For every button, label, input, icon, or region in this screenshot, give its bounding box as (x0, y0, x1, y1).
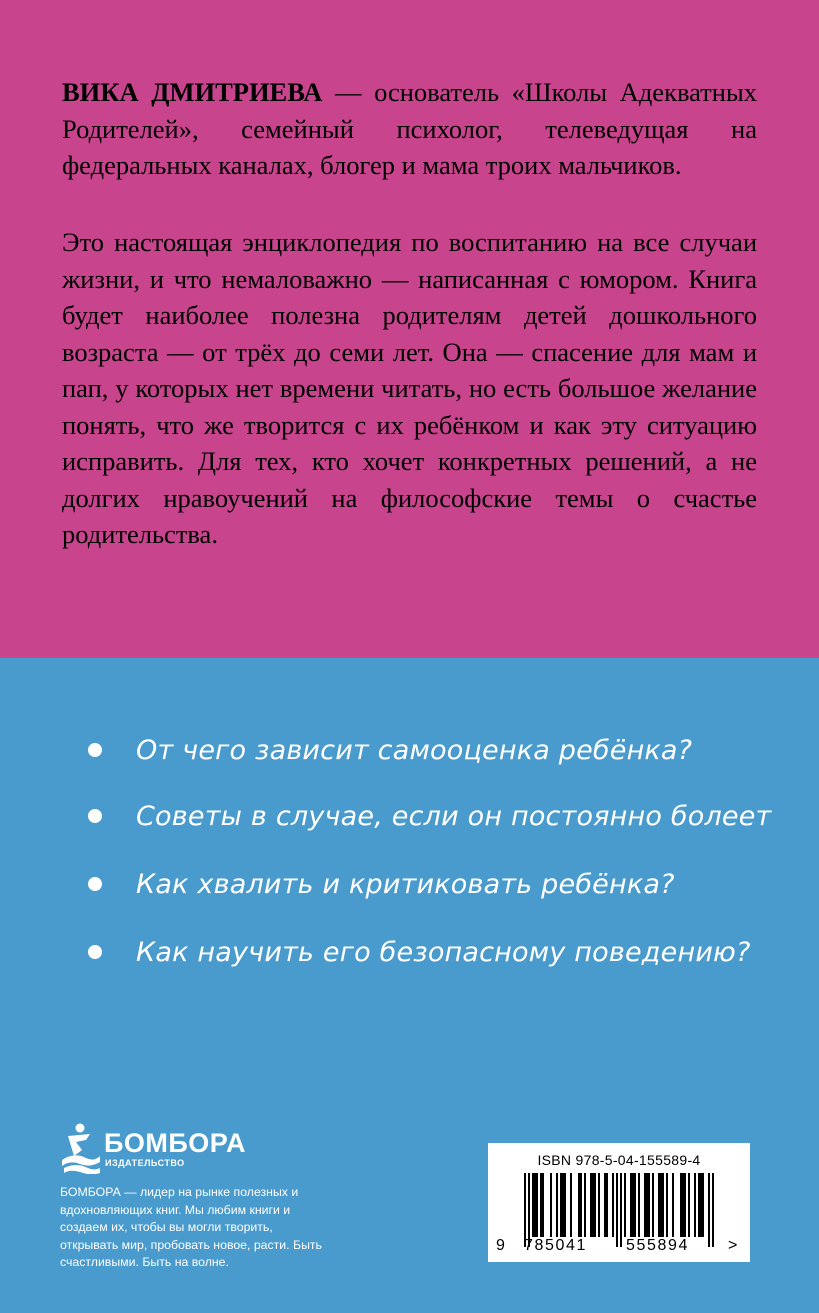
barcode-bar (708, 1173, 710, 1247)
bullet-dot-icon (88, 945, 102, 959)
barcode-bar (560, 1173, 562, 1237)
barcode-bar (632, 1173, 634, 1237)
book-description: Это настоящая энциклопедия по воспитанию на все случаи жизни, и что немаловажно — написанная с юмором. Книга будет наиболее полезна родителям детей дошкольного возраста — от трёх до семи лет. Она — спасение для мам и пап, у которых нет времени читать, но есть большое желание понять, что же творится с их ребёнком и как эту ситуацию исправить. Для тех, кто хочет конкретных решений, а не долгих нравоучений на философские темы о счастье родительства. (62, 227, 757, 549)
barcode-bar (682, 1173, 684, 1237)
barcode-bar (638, 1173, 640, 1237)
barcode-bar (680, 1173, 682, 1237)
barcode-bar (660, 1173, 662, 1237)
barcode-bar (630, 1173, 632, 1237)
barcode-bar (620, 1173, 622, 1247)
barcode-bar (624, 1173, 626, 1237)
author-bio: — основатель «Школы Адекватных Родителей», семейный психолог, телеведущая на федеральных каналах, блогер и мама троих мальчиков. (62, 77, 758, 180)
barcode-bar (658, 1173, 660, 1237)
barcode-bar (584, 1173, 586, 1237)
barcode-bar (666, 1173, 668, 1237)
barcode-bar (698, 1173, 700, 1237)
publisher-name: БОМБОРА (104, 1128, 246, 1158)
author-name: ВИКА ДМИТРИЕВА (62, 77, 323, 107)
barcode-digits-right: 555894 (626, 1237, 689, 1254)
barcode-bar (646, 1173, 648, 1237)
barcode-bar (592, 1173, 594, 1237)
barcode-bar (580, 1173, 582, 1237)
bullet-text: Как хвалить и критиковать ребёнка? (136, 868, 675, 900)
isbn-barcode (488, 1143, 750, 1262)
bullet-dot-icon (88, 809, 102, 823)
publisher-logo (60, 1122, 290, 1178)
barcode-bar (672, 1173, 674, 1237)
bullet-dot-icon (88, 743, 102, 757)
barcode-bar (528, 1173, 530, 1247)
barcode-bar (606, 1173, 608, 1237)
barcode-bar (688, 1173, 690, 1237)
bullet-text: Как научить его безопасному поведению? (136, 936, 751, 968)
barcode-digits-left: 785041 (524, 1237, 587, 1254)
barcode-bar (564, 1173, 566, 1237)
surfer-wave-icon (60, 1122, 100, 1174)
barcode-bar (702, 1173, 704, 1237)
barcode-bar (570, 1173, 572, 1237)
barcode-bar (684, 1173, 686, 1237)
barcode-bar (562, 1173, 564, 1237)
barcode-bar (556, 1173, 558, 1237)
barcode-bar (578, 1173, 580, 1237)
barcode-bar (540, 1173, 542, 1237)
barcode-bar (550, 1173, 552, 1237)
barcode-bar (604, 1173, 606, 1237)
isbn-label: ISBN 978-5-04-155589-4 (537, 1152, 701, 1168)
barcode-bar (662, 1173, 664, 1237)
barcode-bar (634, 1173, 636, 1237)
barcode-bar (616, 1173, 618, 1247)
barcode-bar (598, 1173, 600, 1237)
barcode-bar (694, 1173, 696, 1237)
barcode-bar (612, 1173, 614, 1237)
barcode-bar (648, 1173, 650, 1237)
bullet-text: Советы в случае, если он постоянно болеет (136, 800, 772, 832)
barcode-bar (542, 1173, 544, 1237)
publisher-about: БОМБОРА — лидер на рынке полезных и вдохновляющих книг. Мы любим книги и создаем их, чтобы вы могли творить, открывать мир, пробовать новое, расти. Быть счастливыми. Быть на волне. (60, 1185, 322, 1269)
barcode-digit-first: 9 (496, 1237, 507, 1254)
bullet-dot-icon (88, 877, 102, 891)
bullet-item (88, 864, 675, 904)
bullet-item (88, 730, 692, 770)
bullet-item (88, 796, 771, 836)
barcode-bar (590, 1173, 592, 1237)
barcode-bar (700, 1173, 702, 1237)
barcode-bar (712, 1173, 714, 1247)
barcode-bar (536, 1173, 538, 1237)
barcode-bar (594, 1173, 596, 1237)
barcode-bar (532, 1173, 534, 1237)
bullet-text: От чего зависит самооценка ребёнка? (136, 734, 693, 766)
barcode-quiet-mark: > (728, 1237, 739, 1254)
barcode-bar (534, 1173, 536, 1237)
barcode-bar (652, 1173, 654, 1237)
bullet-item (88, 932, 751, 972)
publisher-subtitle: ИЗДАТЕЛЬСТВО (105, 1158, 185, 1168)
barcode-bar (524, 1173, 526, 1247)
barcode-bar (644, 1173, 646, 1237)
author-paragraph (62, 74, 757, 184)
